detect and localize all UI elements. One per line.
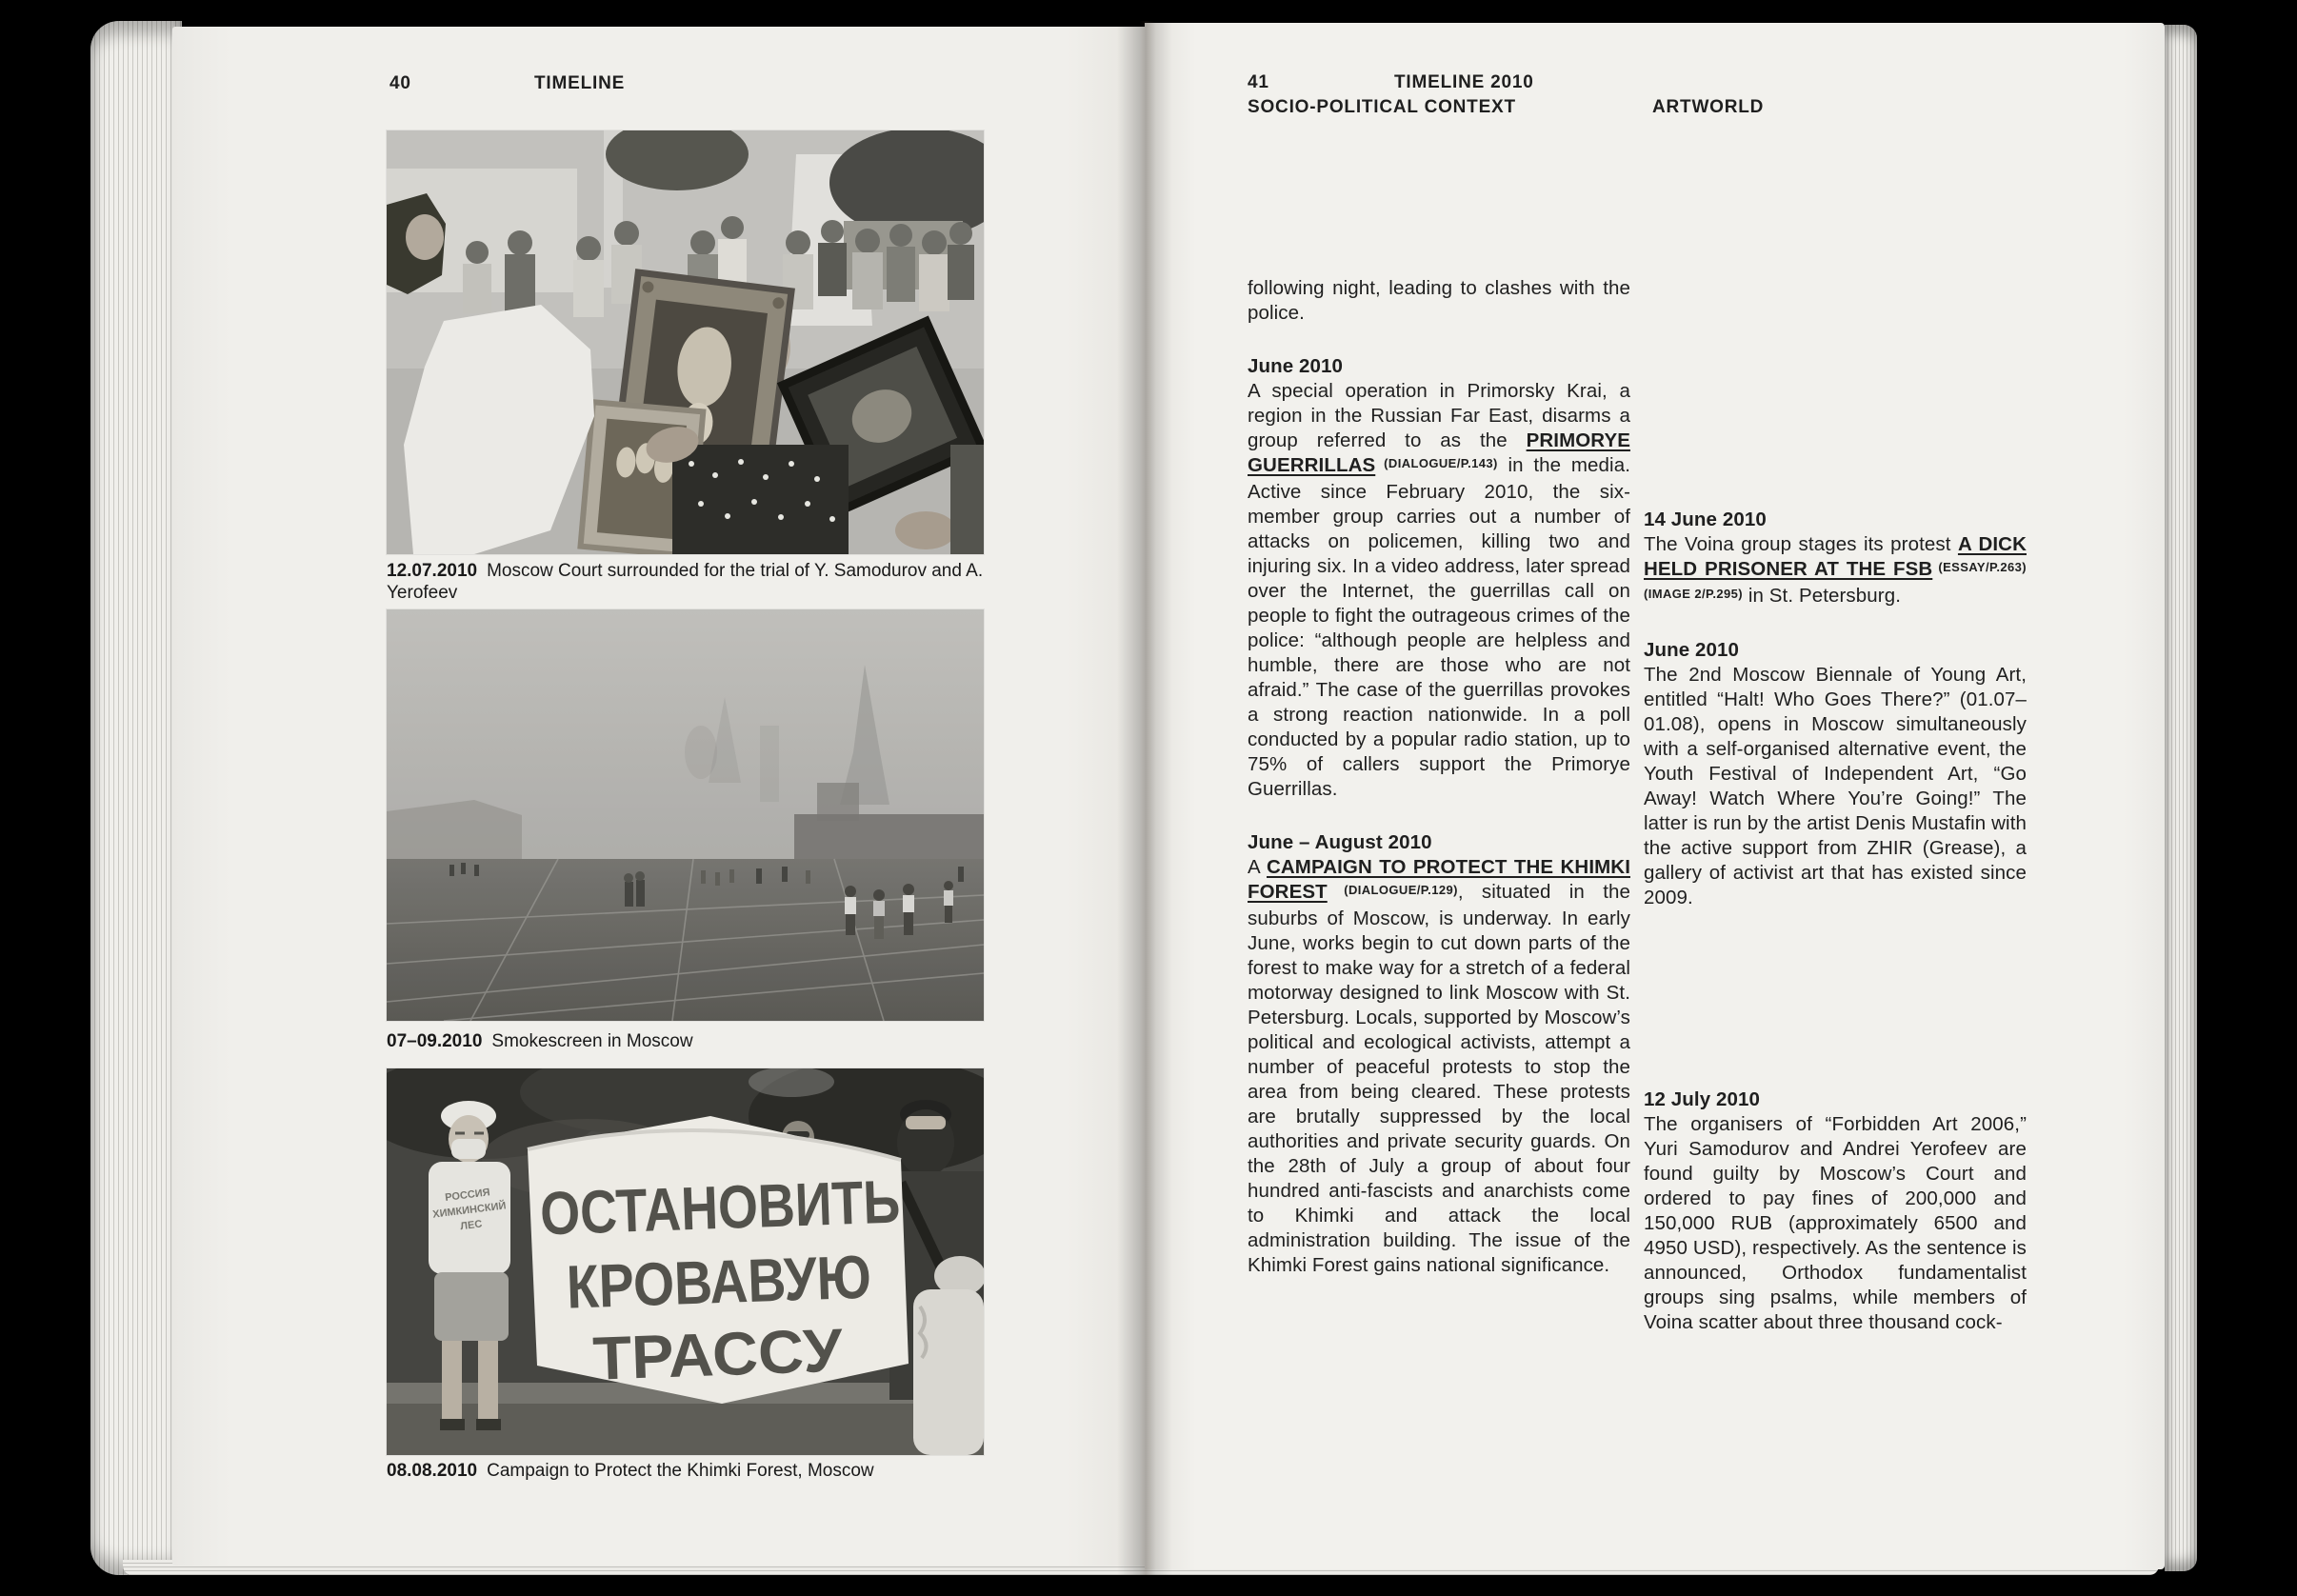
tshirt-text-line3: ЛЕС [459,1218,483,1233]
text-segment-plain: in the media. Active since February 2010, the six-member group carries out a number of attacks on policemen, killing two and injuring six. In a video address, later spread over the Internet, the guerrillas call on people to fight the outrageous crimes of the police: “although people are helpless and humble, there are those who are not afraid.” The case of the guerrillas provokes a strong reaction nationwide. In a poll conducted by a popular radio station, up to 75% of callers support the Primorye Guerrillas. [1248,454,1630,800]
photo-moscow-court-crowd [387,130,984,554]
text-segment-ref: (DIALOGUE/P.143) [1375,456,1498,470]
photo1-caption-text: Moscow Court surrounded for the trial of Y. Samodurov and A. Yerofeev [387,561,984,604]
photo3-caption [387,1460,996,1482]
photo-moscow-court-crowd-illustration [387,130,984,554]
text-segment-plain: , situated in the suburbs of Moscow, is underway. In early June, works begin to cut down parts of the forest to make way for a stretch of a federal motorway designed to link Moscow with St. Petersburg. Locals, supported by Moscow’s political and ecological activists, attempt a number of peaceful protests to stop the area from being cleared. These protests are brutally suppressed by the local authorities and private security guards. On the 28th of July a group of about four hundred anti-fascists and anarchists come to Khimki and attack the local administration building. The issue of the Khimki Forest gains national significance. [1248,881,1630,1276]
timeline-entry [1644,508,2027,610]
entry-date: 14 June 2010 [1644,509,1767,530]
text-segment-plain: The 2nd Moscow Biennale of Young Art, entitled “Halt! Who Goes There?” (01.07–01.08), opens in Moscow simultaneously with a self-organised alternative event, the Youth Festival of Independent Art, “Go Away! Watch Where You’re Going!” The latter is run by the artist Denis Mustafin with the active support from ZHIR (Grease), a gallery of activist art that has existed since 2009. [1644,664,2027,908]
text-segment-link: PRIMORYE GUERRILLAS [1248,429,1630,476]
entry-body [1644,1112,2027,1335]
banner-line2: КРОВАВУЮ [565,1240,920,1322]
text-segment-plain: A special operation in Primorsky Krai, a region in the Russian Far East, disarms a group referred to as the [1248,380,1630,451]
sociopolitical-intro-paragraph: following night, leading to clashes with the police. [1248,277,1630,324]
photo2-caption-text: Smokescreen in Moscow [491,1031,693,1051]
photo2-caption [387,1030,996,1052]
tshirt-text-line1: РОССИЯ [444,1187,491,1204]
entry-body [1644,532,2027,610]
entry-date: 12 July 2010 [1644,1088,1761,1110]
left-page-title: TIMELINE [534,73,626,93]
timeline-entry [1248,354,1630,802]
photo-khimki-banner-illustration [387,1068,984,1455]
photo3-caption-date: 08.08.2010 [387,1461,478,1481]
column-header-artworld: ARTWORLD [1652,97,1765,117]
right-page [1145,23,2165,1569]
left-page [172,27,1145,1566]
left-page-number: 40 [389,73,411,93]
open-book [90,21,2197,1575]
photo1-caption [387,560,996,604]
banner-line3: ТРАССУ [591,1315,834,1393]
right-page-title: TIMELINE 2010 [1394,72,1534,92]
entry-body [1248,855,1630,1278]
timeline-entry [1248,830,1630,1278]
entry-date: June 2010 [1248,355,1344,377]
text-segment-plain: in St. Petersburg. [1743,585,1902,607]
right-page-number: 41 [1248,72,1269,92]
photo3-caption-text: Campaign to Protect the Khimki Forest, Moscow [487,1461,874,1481]
banner-line1: ОСТАНОВИТЬ [538,1164,969,1248]
text-segment-plain: The Voina group stages its protest [1644,533,1958,555]
timeline-entry [1644,1087,2027,1335]
photo-smokescreen-moscow [387,609,984,1021]
entry-body [1248,379,1630,802]
entry-date: June 2010 [1644,639,1740,661]
text-segment-plain: A [1248,856,1267,878]
photo2-caption-date: 07–09.2010 [387,1031,483,1051]
text-segment-ref: (ESSAY/P.263) (IMAGE 2/P.295) [1644,560,2027,601]
entry-body [1644,663,2027,910]
text-segment-plain: The organisers of “Forbidden Art 2006,” Yuri Samodurov and Andrei Yerofeev are found guilty by Moscow’s Court and ordered to pay fines of 200,000 and 150,000 RUB (approximately 6500 and 4950 USD), respectively. As the sentence is announced, Orthodox fundamentalist groups sing psalms, while members of Voina scatter about three thousand cock- [1644,1113,2027,1333]
page-stack-left-edge [90,21,182,1575]
photo1-caption-date: 12.07.2010 [387,561,478,581]
text-segment-link: A DICK HELD PRISONER AT THE FSB [1644,533,2027,580]
sociopolitical-column [1248,276,1630,1278]
text-segment-ref: (DIALOGUE/P.129) [1327,883,1458,897]
text-segment-link: CAMPAIGN TO PROTECT THE KHIMKI FOREST [1248,856,1630,903]
entry-date: June – August 2010 [1248,831,1432,853]
tshirt-text-line2: ХИМКИНСКИЙ [431,1200,508,1221]
photo-smokescreen-illustration [387,609,984,1021]
page-stack-right-edge [2165,25,2197,1571]
photo-khimki-banner-protest [387,1068,984,1455]
timeline-entry [1644,638,2027,910]
column-header-sociopolitical: SOCIO-POLITICAL CONTEXT [1248,97,1516,117]
